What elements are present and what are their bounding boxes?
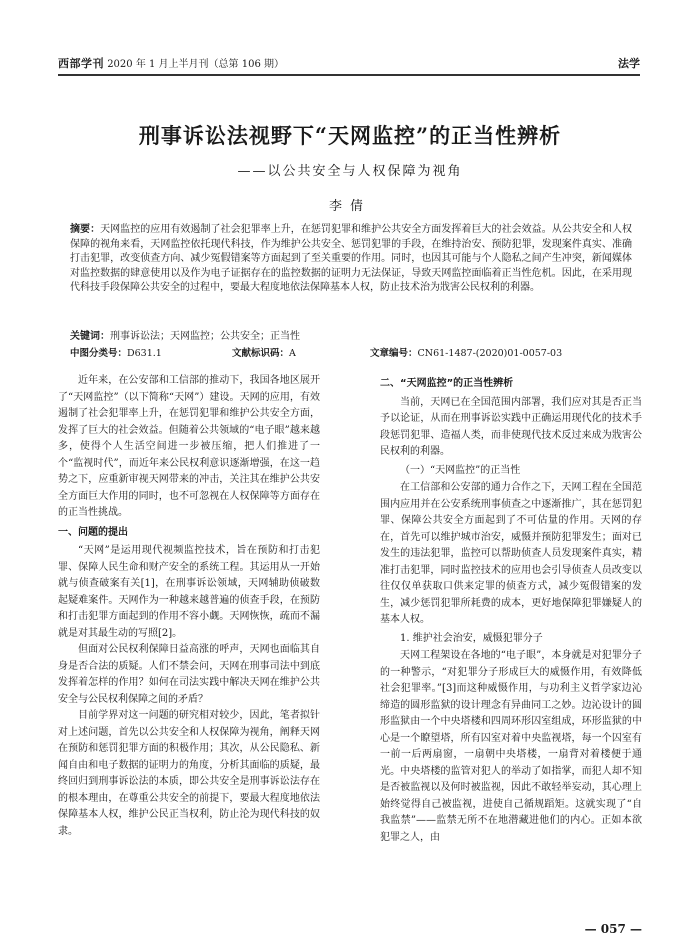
keywords-text: 刑事诉讼法；天网监控；公共安全；正当性 bbox=[110, 331, 300, 342]
running-header bbox=[58, 56, 640, 72]
intro-paragraph: 近年来，在公安部和工信部的推动下，我国各地区展开了“天网监控”（以下简称“天网”）建设。天网的应用，有效遏制了社会犯罪率上升，在惩罚犯罪和维护公共安全方面，发挥了巨大的社会效益。但随着公共领域的“电子眼”越来越多，使得个人生活空间进一步被压缩，把人们推进了一个“监视时代”，而近年来公民权利意识逐渐增强，在这一趋势之下，应重新审视天网带来的冲击，关注其在维护公共安全方面巨大作用的同时，也不可忽视在人权保障等方面存在的正当性挑战。 bbox=[58, 375, 320, 518]
abstract bbox=[70, 223, 632, 296]
article-number-value: CN61-1487-(2020)01-0057-03 bbox=[417, 348, 563, 359]
journal-info bbox=[58, 56, 284, 73]
doc-label: 文献标识码： bbox=[232, 348, 290, 359]
abstract-label: 摘要： bbox=[70, 224, 101, 235]
keywords-label: 关键词： bbox=[70, 331, 110, 342]
point-heading: 1. 维护社会治安，威慑犯罪分子 bbox=[400, 632, 543, 644]
body-paragraph: “天网”是运用现代视频监控技术，旨在预防和打击犯罪、保障人民生命和财产安全的系统工程。其运用从一开始就与侦查破案有关[1]，在刑事诉讼领域，天网辅助侦破数起疑难案件。天网作为一种越来越普遍的侦查手段，在预防和打击犯罪方面起到的作用不容小觑。天网恢恢，疏而不漏就是对其最生动的写照[2]。 bbox=[58, 545, 320, 639]
body-paragraph: 目前学界对这一问题的研究相对较少，因此，笔者拟针对上述问题，首先以公共安全和人权保障为视角，阐释天网在预防和惩罚犯罪方面的积极作用；其次，从公民隐私、新闻自由和电子数据的证明力的角度，分析其面临的质疑，最终回归到刑事诉讼法的本质，即公共安全是刑事诉讼法存在的根本理由，在尊重公共安全的前提下，要最大程度地依法保障基本人权，维护公民正当权利，防止沦为现代科技的奴隶。 bbox=[58, 710, 320, 837]
body-column-left bbox=[58, 373, 320, 913]
article-number-label: 文章编号： bbox=[370, 348, 418, 359]
body-column-right bbox=[380, 373, 642, 913]
issue-info: 2020 年 1 月上半月刊（总第 106 期） bbox=[107, 59, 284, 70]
keywords bbox=[70, 330, 632, 344]
body-paragraph: 在工信部和公安部的通力合作之下，天网工程在全国范围内应用并在公安系统刑事侦查之中逐渐推广，其在惩罚犯罪、保障公共安全方面起到了不可估量的作用。天网的存在，首先可以维护城市治安，威慑并预防犯罪发生；面对已发生的违法犯罪，监控可以帮助侦查人员发现案件真实，精准打击犯罪，同时监控技术的应用也会引导侦查人员改变以往仅仅单获取口供来定罪的侦查方式，减少冤假错案的发生，减少惩罚犯罪所耗费的成本，更好地保障犯罪嫌疑人的基本人权。 bbox=[380, 482, 642, 625]
header-divider bbox=[58, 74, 640, 76]
page-number: — 057 — bbox=[584, 922, 642, 936]
article-subtitle: ——以公共安全与人权保障为视角 bbox=[237, 164, 463, 179]
clc-label: 中图分类号： bbox=[70, 348, 128, 359]
article-metadata bbox=[70, 347, 632, 361]
body-paragraph: 天网工程架设在各地的“电子眼”，本身就是对犯罪分子的一种警示，“对犯罪分子形成巨大的威慑作用，有效降低社会犯罪率。”[3]而这种威慑作用，与功利主义哲学家边沁缔造的圆形监狱的设计理念有异曲同工之妙。边沁设计的圆形监狱由一个中央塔楼和四周环形囚室组成，环形监狱的中心是一个瞭望塔，所有囚室对着中央监视塔，每一个囚室有一前一后两扇窗，一扇朝中央塔楼，一扇背对着楼便于通光。中央塔楼的监管对犯人的举动了如指掌，而犯人却不知是否被监视以及何时被监视，因此不敢轻举妄动，其心理上始终觉得自己被监视，进使自己循规蹈矩。这就实现了“自我监禁”——监禁无所不在地潜藏进他们的内心。正如本欲犯罪之人，由 bbox=[380, 650, 642, 843]
clc-value: D631.1 bbox=[127, 348, 162, 359]
body-paragraph: 当前，天网已在全国范围内部署，我们应对其是否正当予以论证，从而在刑事诉讼实践中正确运用现代化的技术手段惩罚犯罪、造福人类，而非使现代技术反过来成为戕害公民权利的利器。 bbox=[380, 396, 642, 457]
section-heading: 一、问题的提出 bbox=[58, 526, 128, 538]
clc-number bbox=[70, 347, 162, 361]
doc-value: A bbox=[289, 348, 296, 359]
article-title: 刑事诉讼法视野下“天网监控”的正当性辨析 bbox=[138, 123, 562, 148]
article-number bbox=[370, 347, 562, 361]
section-name: 法学 bbox=[618, 57, 640, 70]
subsection-heading: （一）“天网监控”的正当性 bbox=[400, 464, 521, 476]
abstract-text: 天网监控的应用有效遏制了社会犯罪率上升，在惩罚犯罪和维护公共安全方面发挥着巨大的社会效益。从公共安全和人权保障的视角来看，天网监控依托现代科技，作为维护公共安全、惩罚犯罪的手段，在维持治安、预防犯罪，发现案件真实、准确打击犯罪，改变侦查方向、减少冤假错案等方面起到了至关重要的作用。同时，也因其可能与个人隐私之间产生冲突，新闻媒体对监控数据的肆意使用以及作为电子证据存在的监控数据的证明力无法保证，导致天网监控面临着正当性危机。因此，在采用现代科技手段保障公共安全的过程中，要最大程度地依法保障基本人权，防止技术治为戕害公民权利的利器。 bbox=[70, 224, 632, 294]
doc-code bbox=[232, 347, 296, 361]
article-author: 李倩 bbox=[328, 199, 371, 214]
body-paragraph: 但面对公民权利保障日益高涨的呼声，天网也面临其自身是否合法的质疑。人们不禁会问，天网在刑事司法中到底发挥着怎样的作用？如何在司法实践中解决天网在维护公共安全与公民权利保障之间的矛盾？ bbox=[58, 644, 320, 705]
journal-logo: 西部学刊 bbox=[58, 57, 104, 70]
section-heading: 二、“天网监控”的正当性辨析 bbox=[380, 378, 514, 389]
